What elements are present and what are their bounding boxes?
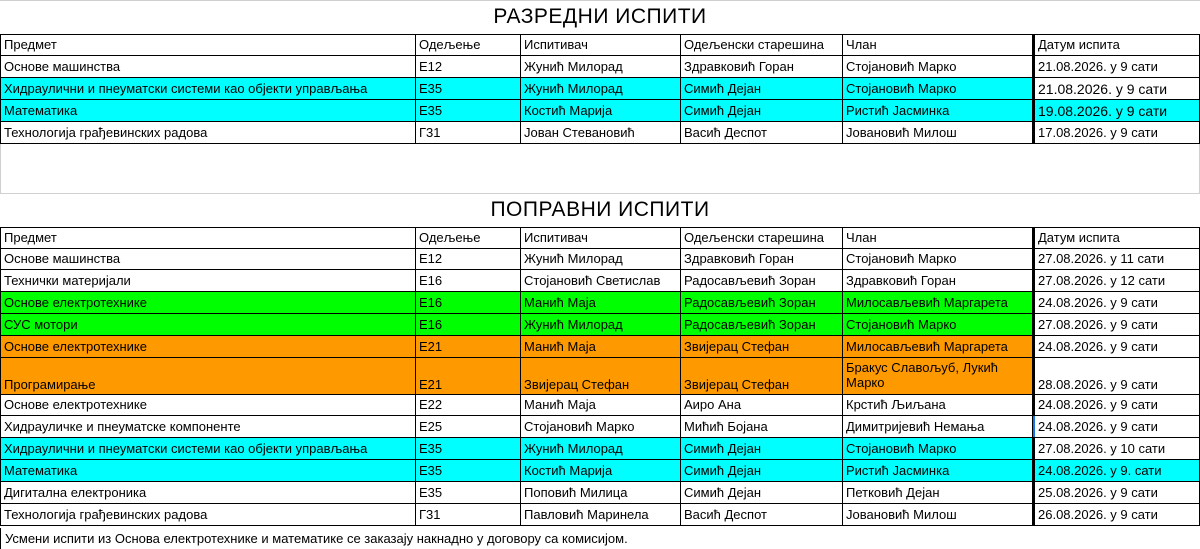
header-class-teacher[interactable]: Одељенски старешина <box>681 34 843 55</box>
cell-subject[interactable]: СУС мотори <box>0 314 416 335</box>
section-title-makeup-exams: ПОПРАВНИ ИСПИТИ <box>490 198 710 221</box>
cell-member[interactable]: Стојановић Марко <box>843 56 1033 77</box>
cell-subject[interactable]: Хидраулични и пнеуматски системи као објекти управљања <box>0 438 416 459</box>
cell-exam-date[interactable]: 26.08.2026. у 9 сати <box>1033 504 1200 525</box>
header-examiner[interactable]: Испитивач <box>521 34 681 55</box>
header-exam-date[interactable]: Датум испита <box>1033 227 1200 248</box>
cell-class[interactable]: Е35 <box>416 78 521 99</box>
cell-examiner[interactable]: Поповић Милица <box>521 482 681 503</box>
table-row <box>0 438 1200 460</box>
cell-member[interactable]: Јовановић Милош <box>843 122 1033 143</box>
table-row <box>0 482 1200 504</box>
cell-subject[interactable]: Основе електротехнике <box>0 336 416 357</box>
cell-member[interactable]: Ристић Јасминка <box>843 460 1033 481</box>
table-row <box>0 460 1200 482</box>
cell-class-teacher[interactable]: Симић Дејан <box>681 78 843 99</box>
footer-note: Усмени испити из Основа електротехнике и математике се заказају накнадно у договору са комисијом. <box>0 528 1200 549</box>
table-row <box>0 78 1200 100</box>
cell-class-teacher[interactable]: Васић Деспот <box>681 122 843 143</box>
cell-exam-date[interactable]: 27.08.2026. у 12 сати <box>1033 270 1200 291</box>
cell-member[interactable]: Стојановић Марко <box>843 314 1033 335</box>
header-class[interactable]: Одељење <box>416 34 521 55</box>
cell-subject[interactable]: Дигитална електроника <box>0 482 416 503</box>
cell-exam-date[interactable]: 24.08.2026. у 9 сати <box>1033 292 1200 313</box>
cell-class-teacher[interactable]: Симић Дејан <box>681 438 843 459</box>
cell-member[interactable]: Петковић Дејан <box>843 482 1033 503</box>
cell-subject[interactable]: Основе електротехнике <box>0 395 416 415</box>
cell-exam-date[interactable]: 24.08.2026. у 9 сати <box>1033 336 1200 357</box>
cell-member[interactable]: Стојановић Марко <box>843 78 1033 99</box>
cell-exam-date[interactable]: 24.08.2026. у 9 сати <box>1033 395 1200 415</box>
cell-examiner[interactable]: Жунић Милорад <box>521 78 681 99</box>
cell-member[interactable]: Стојановић Марко <box>843 438 1033 459</box>
cell-subject[interactable]: Технологија грађевинских радова <box>0 504 416 525</box>
cell-examiner[interactable]: Манић Маја <box>521 395 681 415</box>
cell-class[interactable]: Г31 <box>416 504 521 525</box>
cell-class[interactable]: Е35 <box>416 482 521 503</box>
cell-member[interactable]: Милосављевић Маргарета <box>843 336 1033 357</box>
cell-exam-date[interactable]: 27.08.2026. у 10 сати <box>1033 438 1200 459</box>
cell-class-teacher[interactable]: Звијерац Стефан <box>681 358 843 394</box>
cell-subject[interactable]: Технички материјали <box>0 270 416 291</box>
cell-examiner[interactable]: Костић Марија <box>521 460 681 481</box>
cell-subject[interactable]: Хидраулични и пнеуматски системи као објекти управљања <box>0 78 416 99</box>
cell-subject[interactable]: Основе машинства <box>0 56 416 77</box>
cell-member[interactable]: Бракус Славољуб, Лукић Марко <box>843 358 1033 394</box>
header-class[interactable]: Одељење <box>416 227 521 248</box>
table-row <box>0 249 1200 270</box>
cell-exam-date[interactable]: 17.08.2026. у 9 сати <box>1033 122 1200 143</box>
cell-class[interactable]: Е12 <box>416 56 521 77</box>
cell-class[interactable]: Е35 <box>416 460 521 481</box>
table-row <box>0 314 1200 336</box>
cell-member[interactable]: Јовановић Милош <box>843 504 1033 525</box>
cell-subject[interactable]: Математика <box>0 460 416 481</box>
header-subject[interactable]: Предмет <box>0 227 416 248</box>
header-exam-date[interactable]: Датум испита <box>1033 34 1200 55</box>
cell-exam-date[interactable]: 21.08.2026. у 9 сати <box>1033 56 1200 77</box>
header-member[interactable]: Члан <box>843 34 1033 55</box>
cell-examiner[interactable]: Жунић Милорад <box>521 438 681 459</box>
cell-class[interactable]: Е25 <box>416 416 521 437</box>
cell-class[interactable]: Е35 <box>416 438 521 459</box>
cell-subject[interactable]: Основе машинства <box>0 249 416 269</box>
cell-exam-date[interactable]: 21.08.2026. у 9 сати <box>1033 78 1200 99</box>
cell-member[interactable]: Крстић Љиљана <box>843 395 1033 415</box>
cell-class[interactable]: Е12 <box>416 249 521 269</box>
table-row <box>0 292 1200 314</box>
table-row <box>0 416 1200 438</box>
cell-exam-date[interactable]: 27.08.2026. у 11 сати <box>1033 249 1200 269</box>
cell-class-teacher[interactable]: Симић Дејан <box>681 100 843 121</box>
cell-examiner[interactable]: Стојановић Марко <box>521 416 681 437</box>
cell-member[interactable]: Стојановић Марко <box>843 249 1033 269</box>
cell-member[interactable]: Милосављевић Маргарета <box>843 292 1033 313</box>
cell-exam-date-selected[interactable]: 24.08.2026. у 9 сати <box>1033 416 1200 437</box>
cell-class-teacher[interactable]: Здравковић Горан <box>681 56 843 77</box>
cell-exam-date[interactable]: 25.08.2026. у 9 сати <box>1033 482 1200 503</box>
cell-examiner[interactable]: Стојановић Светислав <box>521 270 681 291</box>
cell-class[interactable]: Е21 <box>416 358 521 394</box>
cell-examiner[interactable]: Павловић Маринела <box>521 504 681 525</box>
cell-examiner[interactable]: Жунић Милорад <box>521 249 681 269</box>
table-row <box>0 336 1200 358</box>
table-row <box>0 56 1200 78</box>
cell-subject[interactable]: Математика <box>0 100 416 121</box>
cell-examiner[interactable]: Манић Маја <box>521 336 681 357</box>
header-class-teacher[interactable]: Одељенски старешина <box>681 227 843 248</box>
cell-class-teacher[interactable]: Радосављевић Зоран <box>681 292 843 313</box>
header-row <box>0 34 1200 56</box>
cell-class-teacher[interactable]: Васић Деспот <box>681 504 843 525</box>
cell-class-teacher[interactable]: Аиро Ана <box>681 395 843 415</box>
cell-class[interactable]: Е16 <box>416 270 521 291</box>
cell-subject[interactable]: Технологија грађевинских радова <box>0 122 416 143</box>
header-examiner[interactable]: Испитивач <box>521 227 681 248</box>
cell-exam-date[interactable]: 24.08.2026. у 9. сати <box>1033 460 1200 481</box>
cell-class-teacher[interactable]: Симић Дејан <box>681 460 843 481</box>
cell-class-teacher[interactable]: Звијерац Стефан <box>681 336 843 357</box>
cell-class[interactable]: Г31 <box>416 122 521 143</box>
header-member[interactable]: Члан <box>843 227 1033 248</box>
cell-member[interactable]: Здравковић Горан <box>843 270 1033 291</box>
cell-subject[interactable]: Програмирање <box>0 358 416 394</box>
top-border <box>0 0 1200 1</box>
cell-class[interactable]: Е22 <box>416 395 521 415</box>
cell-examiner[interactable]: Костић Марија <box>521 100 681 121</box>
cell-class-teacher[interactable]: Здравковић Горан <box>681 249 843 269</box>
cell-class[interactable]: Е16 <box>416 292 521 313</box>
cell-class[interactable]: Е16 <box>416 314 521 335</box>
header-subject[interactable]: Предмет <box>0 34 416 55</box>
cell-subject[interactable]: Хидрауличке и пнеуматске компоненте <box>0 416 416 437</box>
cell-class-teacher[interactable]: Мићић Бојана <box>681 416 843 437</box>
cell-examiner[interactable]: Звијерац Стефан <box>521 358 681 394</box>
cell-exam-date[interactable]: 27.08.2026. у 9 сати <box>1033 314 1200 335</box>
table-row <box>0 395 1200 416</box>
cell-member[interactable]: Димитријевић Немања <box>843 416 1033 437</box>
cell-exam-date[interactable]: 19.08.2026. у 9 сати <box>1033 100 1200 121</box>
spacer-rows <box>0 144 1200 194</box>
section-title-grade-exams: РАЗРЕДНИ ИСПИТИ <box>493 5 707 28</box>
cell-subject[interactable]: Основе електротехнике <box>0 292 416 313</box>
cell-examiner[interactable]: Жунић Милорад <box>521 314 681 335</box>
cell-member[interactable]: Ристић Јасминка <box>843 100 1033 121</box>
table-row <box>0 122 1200 144</box>
cell-class-teacher[interactable]: Радосављевић Зоран <box>681 270 843 291</box>
cell-exam-date[interactable]: 28.08.2026. у 9 сати <box>1033 358 1200 394</box>
cell-examiner[interactable]: Јован Стевановић <box>521 122 681 143</box>
header-row <box>0 227 1200 249</box>
cell-examiner[interactable]: Манић Маја <box>521 292 681 313</box>
table-row <box>0 270 1200 292</box>
table-row <box>0 100 1200 122</box>
cell-examiner[interactable]: Жунић Милорад <box>521 56 681 77</box>
cell-class-teacher[interactable]: Радосављевић Зоран <box>681 314 843 335</box>
table-row <box>0 358 1200 395</box>
cell-class[interactable]: Е35 <box>416 100 521 121</box>
cell-class-teacher[interactable]: Симић Дејан <box>681 482 843 503</box>
cell-class[interactable]: Е21 <box>416 336 521 357</box>
table-row <box>0 504 1200 526</box>
